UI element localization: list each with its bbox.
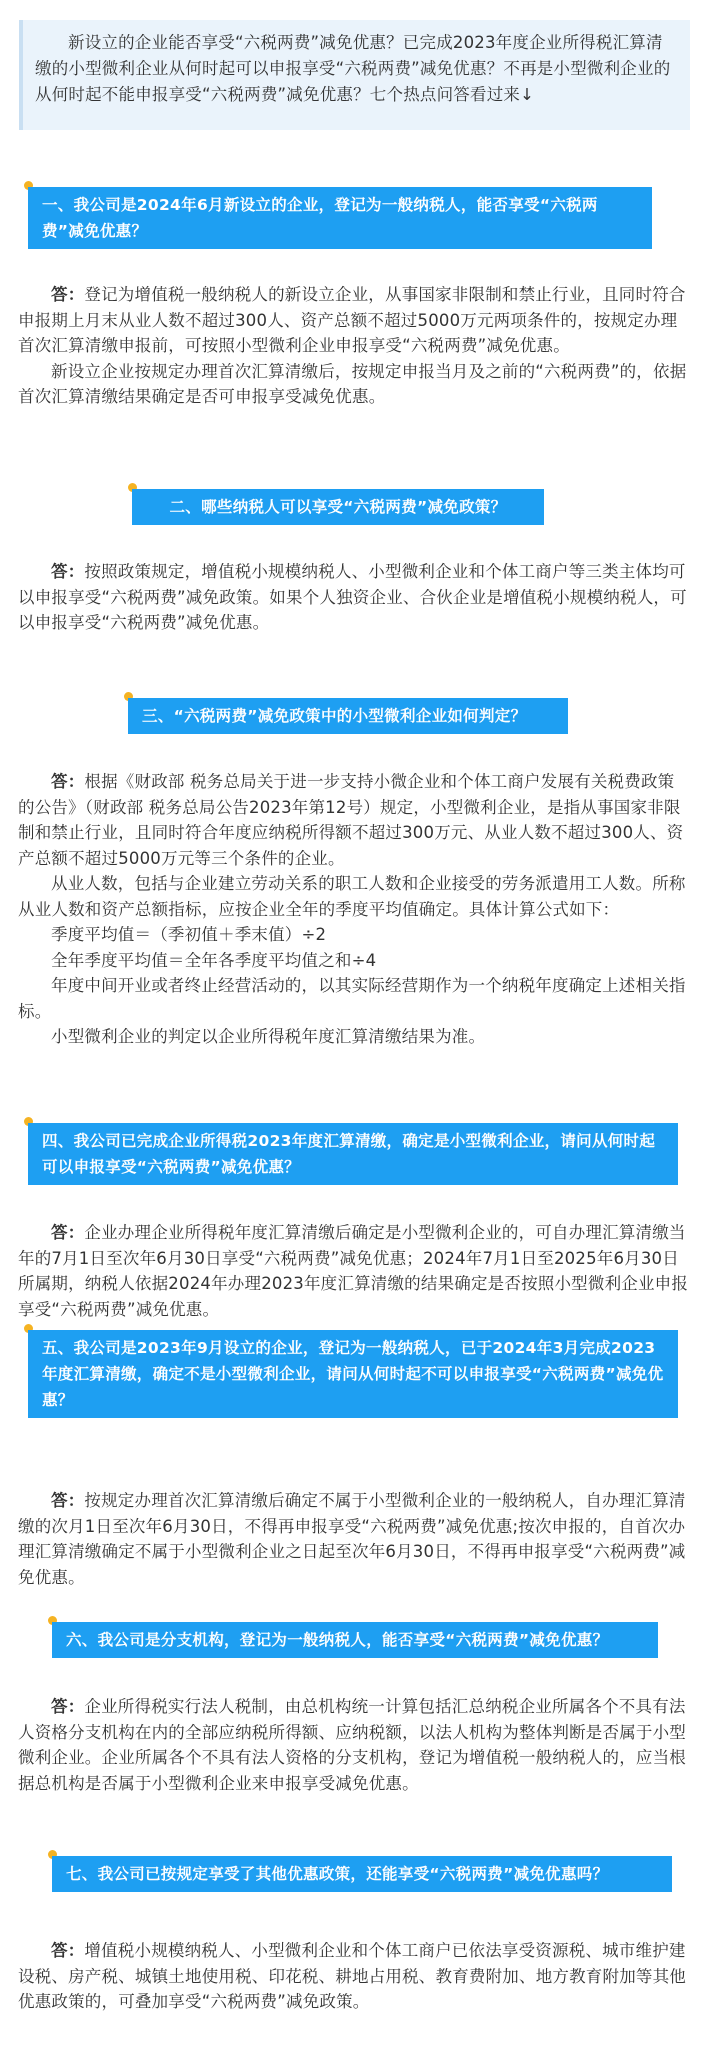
formula: 季度平均值＝（季初值＋季末值）÷2: [51, 925, 327, 944]
section-3-heading: 三、“六税两费”减免政策中的小型微利企业如何判定？: [128, 698, 568, 734]
answer-label: 答：: [51, 1491, 85, 1510]
answer-label: 答：: [51, 285, 85, 304]
answer-paragraph: 答：增值税小规模纳税人、小型微利企业和个体工商户已依法享受资源税、城市维护建设税、房产税、城镇土地使用税、印花税、耕地占用税、教育费附加、地方教育附加等其他优惠政策的，可叠加享受“六税两费”减免政策。: [18, 1941, 686, 2011]
answer-paragraph: 年度中间开业或者终止经营活动的，以其实际经营期作为一个纳税年度确定上述相关指标。: [18, 976, 686, 1021]
answer-label: 答：: [51, 1223, 85, 1242]
section-7-heading: 七、我公司已按规定享受了其他优惠政策，还能享受“六税两费”减免优惠吗？: [52, 1856, 672, 1892]
answer-paragraph: 答：登记为增值税一般纳税人的新设立企业，从事国家非限制和禁止行业，且同时符合申报期上月末从业人数不超过300人、资产总额不超过5000万元两项条件的，按规定办理首次汇算清缴申报前，可按照小型微利企业申报享受“六税两费”减免优惠。: [18, 285, 686, 355]
intro-box: [19, 20, 690, 130]
section-7-answer: [18, 1938, 690, 2015]
answer-label: 答：: [51, 562, 85, 581]
intro-accent-bar: [19, 20, 23, 130]
answer-paragraph: 小型微利企业的判定以企业所得税年度汇算清缴结果为准。: [51, 1027, 486, 1046]
section-4-heading: 四、我公司已完成企业所得税2023年度汇算清缴，确定是小型微利企业，请问从何时起可以申报享受“六税两费”减免优惠？: [28, 1123, 678, 1185]
answer-label: 答：: [51, 772, 85, 791]
formula: 全年季度平均值＝全年各季度平均值之和÷4: [51, 950, 377, 970]
section-4-answer: [18, 1220, 690, 1322]
section-6-heading: 六、我公司是分支机构，登记为一般纳税人，能否享受“六税两费”减免优惠？: [52, 1622, 658, 1658]
answer-paragraph: 从业人数，包括与企业建立劳动关系的职工人数和企业接受的劳务派遣用工人数。所称从业人数和资产总额指标，应按企业全年的季度平均值确定。具体计算公式如下：: [18, 874, 686, 919]
answer-paragraph: 答：企业办理企业所得税年度汇算清缴后确定是小型微利企业的，可自办理汇算清缴当年的7月1日至次年6月30日享受“六税两费”减免优惠；2024年7月1日至2025年6月30日所属期，纳税人依据2024年办理2023年度汇算清缴的结果确定是否按照小型微利企业申报享受“六税两费”减免优惠。: [18, 1223, 689, 1319]
section-1-heading: 一、我公司是2024年6月新设立的企业，登记为一般纳税人，能否享受“六税两费”减免优惠？: [28, 187, 652, 249]
section-6-answer: [18, 1694, 690, 1796]
section-2-heading: 二、哪些纳税人可以享受“六税两费”减免政策？: [132, 489, 544, 525]
section-5-heading: 五、我公司是2023年9月设立的企业，登记为一般纳税人，已于2024年3月完成2023年度汇算清缴，确定不是小型微利企业，请问从何时起不可以申报享受“六税两费”减免优惠？: [28, 1330, 678, 1418]
section-5-answer: [18, 1488, 690, 1590]
answer-paragraph: 答：根据《财政部 税务总局关于进一步支持小微企业和个体工商户发展有关税费政策的公告》（财政部 税务总局公告2023年第12号）规定，小型微利企业，是指从事国家非限制和禁止行业，且同时符合年度应纳税所得额不超过300万元、从业人数不超过300人、资产总额不超过5000万元等三个条件的企业。: [18, 772, 684, 868]
section-1-answer: [18, 282, 690, 410]
answer-paragraph: 答：按照政策规定，增值税小规模纳税人、小型微利企业和个体工商户等三类主体均可以申报享受“六税两费”减免政策。如果个人独资企业、合伙企业是增值税小规模纳税人，可以申报享受“六税两费”减免优惠。: [18, 562, 687, 632]
intro-text: 新设立的企业能否享受“六税两费”减免优惠？已完成2023年度企业所得税汇算清缴的小型微利企业从何时起可以申报享受“六税两费”减免优惠？不再是小型微利企业的从何时起不能申报享受“六税两费”减免优惠？七个热点问答看过来↓: [35, 33, 671, 104]
answer-paragraph: 答：企业所得税实行法人税制，由总机构统一计算包括汇总纳税企业所属各个不具有法人资格分支机构在内的全部应纳税所得额、应纳税额，以法人机构为整体判断是否属于小型微利企业。企业所属各个不具有法人资格的分支机构，登记为增值税一般纳税人的，应当根据总机构是否属于小型微利企业来申报享受减免优惠。: [18, 1697, 686, 1793]
answer-label: 答：: [51, 1697, 85, 1716]
answer-paragraph: 答：按规定办理首次汇算清缴后确定不属于小型微利企业的一般纳税人，自办理汇算清缴的次月1日至次年6月30日，不得再申报享受“六税两费”减免优惠;按次申报的，自首次办理汇算清缴确定不属于小型微利企业之日起至次年6月30日，不得再申报享受“六税两费”减免优惠。: [18, 1491, 686, 1587]
answer-paragraph: 新设立企业按规定办理首次汇算清缴后，按规定申报当月及之前的“六税两费”的，依据首次汇算清缴结果确定是否可申报享受减免优惠。: [18, 361, 687, 406]
section-2-answer: [18, 559, 690, 636]
section-3-answer: [18, 769, 690, 1050]
answer-label: 答：: [51, 1941, 85, 1960]
